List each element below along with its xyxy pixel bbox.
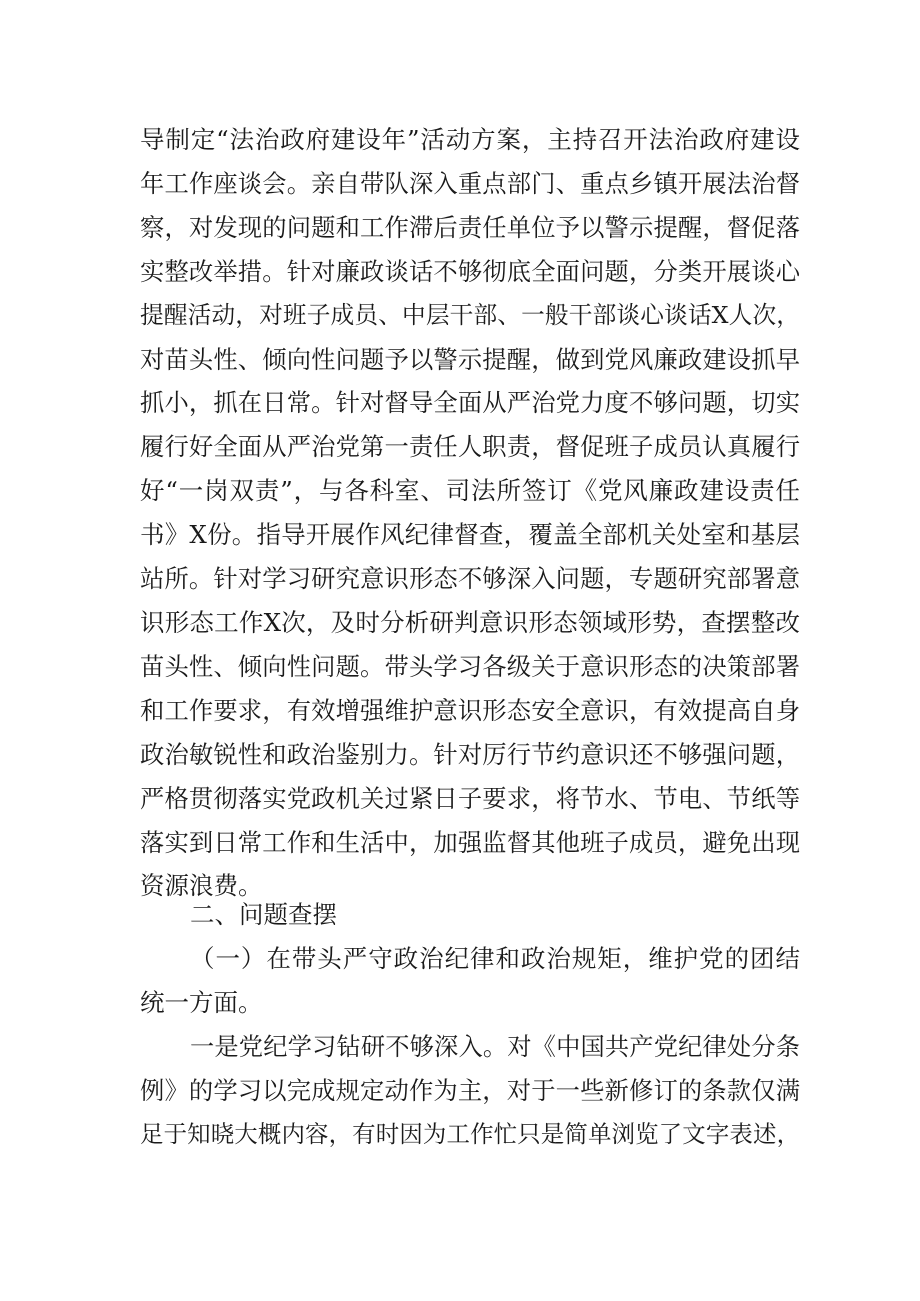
paragraph-line: 一是党纪学习钻研不够深入。对《中国共产党纪律处分条 [190,1032,800,1061]
body-paragraph [140,118,800,908]
paragraph-line: 对苗头性、倾向性问题予以警示提醒，做到党风廉政建设抓早 [140,344,800,374]
paragraph-line: 提醒活动，对班子成员、中层干部、一般干部谈心谈话X人次， [140,300,800,329]
paragraph-line: 例》的学习以完成规定动作为主，对于一些新修订的条款仅满 [140,1075,800,1105]
subsection-line: （一）在带头严守政治纪律和政治规矩，维护党的团结 [190,944,800,973]
paragraph-line: 资源浪费。 [140,871,263,901]
paragraph-line: 书》X份。指导开展作风纪律督查，覆盖全部机关处室和基层 [140,520,800,550]
section-heading-text: 二、问题查摆 [190,900,337,929]
paragraph-line: 苗头性、倾向性问题。带头学习各级关于意识形态的决策部署 [140,651,800,681]
paragraph-line: 政治敏锐性和政治鉴别力。针对厉行节约意识还不够强问题， [140,739,800,769]
paragraph-line: 抓小，抓在日常。针对督导全面从严治党力度不够问题，切实 [140,388,800,418]
body-paragraph [140,1025,800,1157]
paragraph-line: 站所。针对学习研究意识形态不够深入问题，专题研究部署意 [140,564,800,594]
paragraph-line: 严格贯彻落实党政机关过紧日子要求，将节水、节电、节纸等 [140,783,800,813]
paragraph-line: 导制定“法治政府建设年”活动方案，主持召开法治政府建设 [140,125,800,154]
paragraph-line: 和工作要求，有效增强维护意识形态安全意识，有效提高自身 [140,695,800,725]
paragraph-line: 实整改举措。针对廉政谈话不够彻底全面问题，分类开展谈心 [140,256,800,286]
subsection-line: 统一方面。 [140,987,263,1017]
paragraph-line: 履行好全面从严治党第一责任人职责，督促班子成员认真履行 [140,432,800,462]
paragraph-line: 好“一岗双责”，与各科室、司法所签订《党风廉政建设责任 [140,476,800,506]
paragraph-line: 识形态工作X次，及时分析研判意识形态领域形势，查摆整改 [140,607,800,637]
subsection-heading [140,937,800,1025]
paragraph-line: 落实到日常工作和生活中，加强监督其他班子成员，避免出现 [140,827,800,857]
paragraph-line: 年工作座谈会。亲自带队深入重点部门、重点乡镇开展法治督 [140,168,800,198]
paragraph-line: 足于知晓大概内容，有时因为工作忙只是简单浏览了文字表述， [140,1119,800,1148]
section-heading [140,893,800,937]
paragraph-line: 察，对发现的问题和工作滞后责任单位予以警示提醒，督促落 [140,212,800,242]
